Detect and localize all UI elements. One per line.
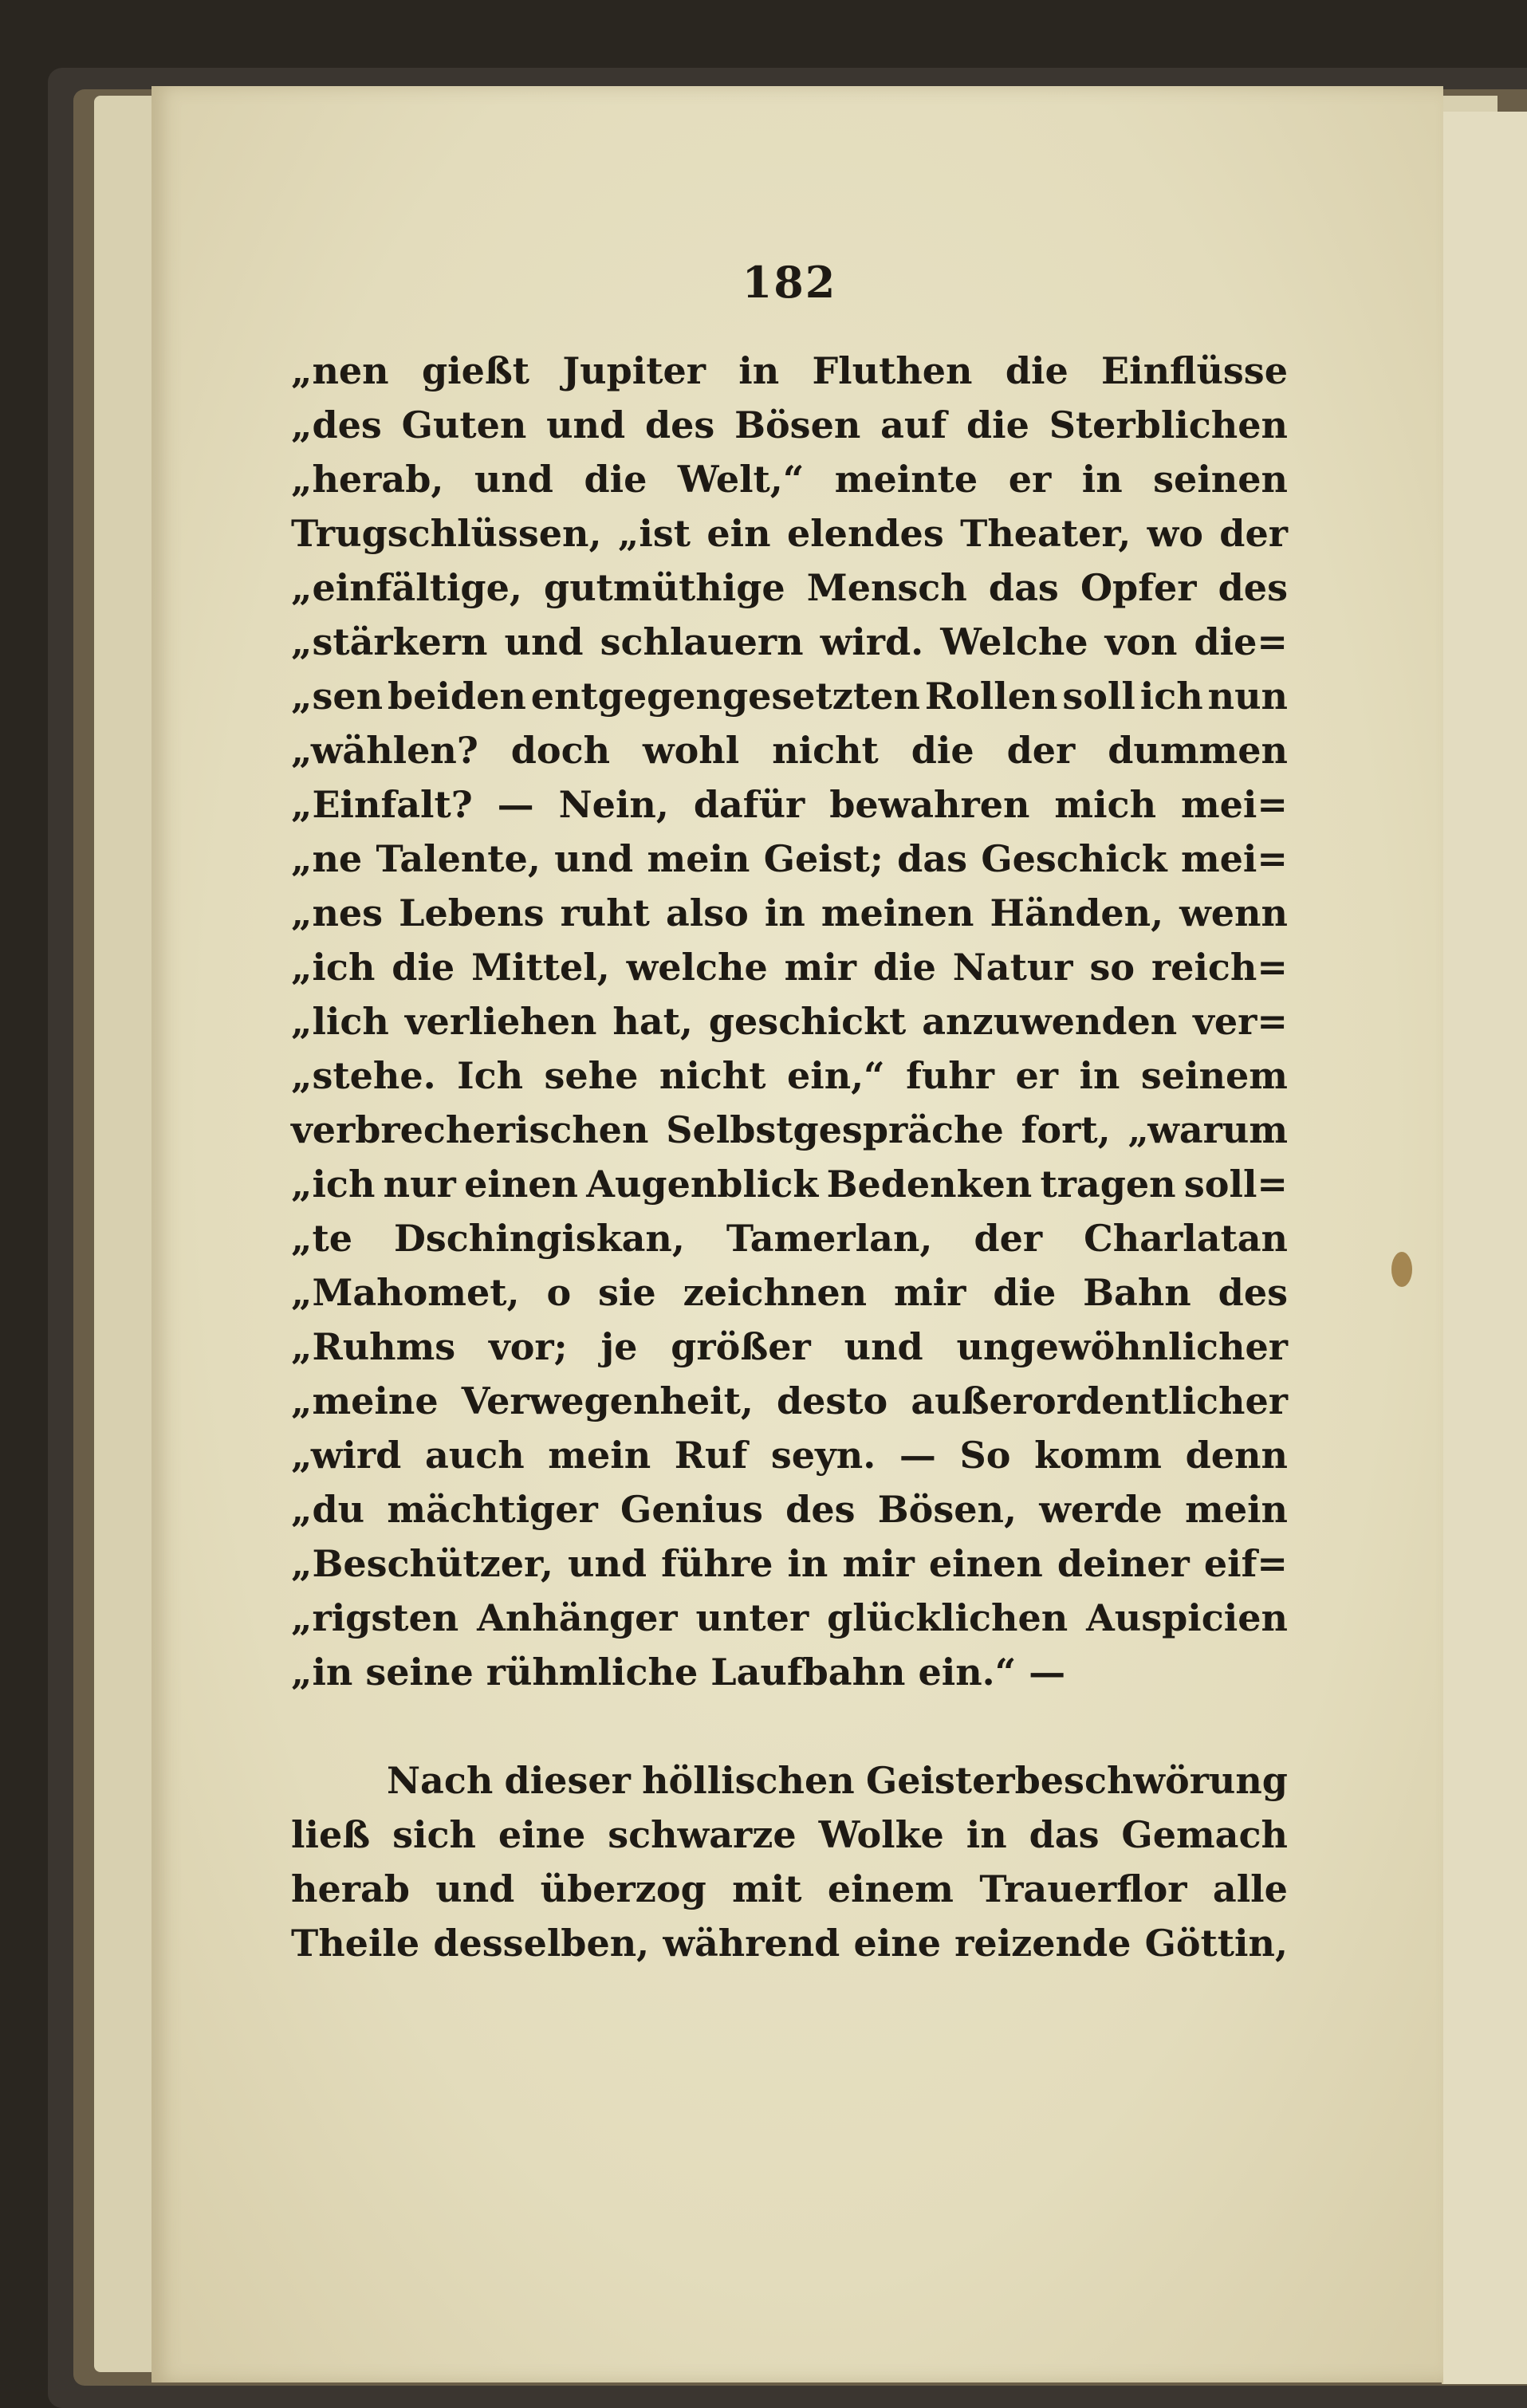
word: „in seine rühmliche Laufbahn ein.“ —: [291, 1651, 1066, 1694]
word: verliehen: [404, 1000, 597, 1043]
word: zeichnen: [683, 1271, 868, 1314]
text-line: [291, 1542, 1288, 1596]
word: die: [584, 458, 647, 501]
word: Theile: [291, 1922, 420, 1965]
word: „ne: [291, 837, 363, 880]
word: mei=: [1180, 783, 1288, 826]
word: Natur: [952, 946, 1073, 989]
word: des: [785, 1488, 856, 1531]
word: „Beschützer,: [291, 1542, 553, 1585]
word: von: [1104, 620, 1178, 663]
word: wohl: [643, 729, 740, 772]
word: in: [966, 1813, 1007, 1856]
word: in: [787, 1542, 828, 1585]
word: dafür: [693, 783, 805, 826]
word: „nes: [291, 891, 384, 934]
word: also: [665, 891, 749, 934]
word: einem: [827, 1867, 954, 1910]
word: tragen: [1040, 1163, 1176, 1206]
word: die: [911, 729, 974, 772]
word: nun: [1207, 675, 1288, 718]
word: Genius: [620, 1488, 763, 1531]
word: verbrecherischen: [291, 1108, 649, 1151]
word: eine: [498, 1813, 586, 1856]
word: Fluthen: [812, 349, 973, 392]
word: einen: [928, 1542, 1043, 1585]
word: mei=: [1180, 837, 1288, 880]
word: meinte: [834, 458, 978, 501]
text-line: [291, 1271, 1288, 1325]
word: gießt: [421, 349, 530, 392]
body-text: [291, 349, 1288, 1976]
text-line: [291, 675, 1288, 729]
word: sehe: [544, 1054, 639, 1097]
word: nicht: [659, 1054, 766, 1097]
word: „einfältige,: [291, 566, 522, 609]
word: die: [392, 946, 455, 989]
word: der: [1006, 729, 1076, 772]
word: der: [974, 1217, 1043, 1260]
word: Gemach: [1121, 1813, 1288, 1856]
word: in: [764, 891, 805, 934]
word: fort,: [1021, 1108, 1111, 1151]
word: Selbstgespräche: [666, 1108, 1004, 1151]
word: Augenblick: [586, 1163, 819, 1206]
word: er: [1015, 1054, 1059, 1097]
word: mächtiger: [387, 1488, 598, 1531]
word: alle: [1212, 1867, 1288, 1910]
word: glücklichen: [827, 1596, 1069, 1639]
text-line: [291, 403, 1288, 458]
text-line: [291, 1759, 1288, 1813]
text-line: [291, 891, 1288, 946]
word: eine: [853, 1922, 941, 1965]
word: überzog: [540, 1867, 706, 1910]
word: mich: [1054, 783, 1157, 826]
text-line: [291, 512, 1288, 566]
word: Händen,: [990, 891, 1164, 934]
word: Welche: [940, 620, 1088, 663]
paper-stain: [1391, 1252, 1412, 1287]
word: Bedenken: [826, 1163, 1033, 1206]
text-line: [291, 1325, 1288, 1379]
word: wenn: [1179, 891, 1288, 934]
word: nicht: [772, 729, 879, 772]
word: „Mahomet,: [291, 1271, 520, 1314]
word: Nach: [387, 1759, 494, 1802]
word: denn: [1185, 1434, 1288, 1477]
paragraph-break: [291, 1705, 1288, 1759]
text-line: [291, 1596, 1288, 1651]
word: führe: [661, 1542, 773, 1585]
word: seinen: [1153, 458, 1288, 501]
word: und: [504, 620, 584, 663]
text-line: [291, 620, 1288, 675]
word: Welt,“: [677, 458, 805, 501]
word: und: [474, 458, 553, 501]
word: wo: [1147, 512, 1203, 555]
text-line-last: [291, 1651, 1288, 1705]
word: Theater,: [960, 512, 1131, 555]
word: nur: [383, 1163, 456, 1206]
word: des: [644, 403, 715, 447]
word: entgegengesetzten: [530, 675, 920, 718]
word: während: [663, 1922, 840, 1965]
word: sie: [598, 1271, 656, 1314]
word: Nein,: [558, 783, 669, 826]
word: Göttin,: [1144, 1922, 1288, 1965]
word: Jupiter: [562, 349, 706, 392]
word: Opfer: [1080, 566, 1197, 609]
word: Trauerflor: [979, 1867, 1187, 1910]
word: reich=: [1151, 946, 1288, 989]
word: Trugschlüssen,: [291, 512, 602, 555]
text-line: [291, 349, 1288, 403]
word: schlauern: [600, 620, 804, 663]
text-line: [291, 729, 1288, 783]
word: ich: [1139, 675, 1203, 718]
word: „stehe.: [291, 1054, 436, 1097]
word: die: [993, 1271, 1057, 1314]
text-line: [291, 1108, 1288, 1163]
word: Bahn: [1083, 1271, 1191, 1314]
text-line: [291, 458, 1288, 512]
word: höllischen: [642, 1759, 855, 1802]
word: werde: [1039, 1488, 1163, 1531]
word: „te: [291, 1217, 352, 1260]
word: Rollen: [924, 675, 1058, 718]
word: „meine: [291, 1379, 439, 1422]
word: Ruf: [674, 1434, 748, 1477]
word: Geisterbeschwörung: [865, 1759, 1288, 1802]
word: in: [1081, 458, 1123, 501]
word: in: [738, 349, 780, 392]
word: „ich: [291, 946, 376, 989]
word: mein: [1185, 1488, 1288, 1531]
word: mir: [784, 946, 857, 989]
word: ein,“: [786, 1054, 885, 1097]
word: bewahren: [829, 783, 1030, 826]
word: mein: [647, 837, 750, 880]
word: Einflüsse: [1101, 349, 1288, 392]
word: „rigsten: [291, 1596, 459, 1639]
word: das: [988, 566, 1059, 609]
word: des: [1218, 566, 1288, 609]
word: die: [1005, 349, 1069, 392]
text-line: [291, 837, 1288, 891]
word: So: [959, 1434, 1011, 1477]
word: fuhr: [906, 1054, 995, 1097]
word: „nen: [291, 349, 389, 392]
word: je: [600, 1325, 638, 1368]
word: Charlatan: [1084, 1217, 1288, 1260]
word: Geschick: [981, 837, 1167, 880]
word: mir: [842, 1542, 915, 1585]
word: ungewöhnlicher: [956, 1325, 1288, 1368]
word: „ist: [617, 512, 691, 555]
word: schwarze: [608, 1813, 797, 1856]
word: „lich: [291, 1000, 389, 1043]
word: des: [1218, 1271, 1288, 1314]
word: dummen: [1108, 729, 1288, 772]
word: auch: [424, 1434, 525, 1477]
text-line: [291, 566, 1288, 620]
word: doch: [510, 729, 611, 772]
word: größer: [671, 1325, 811, 1368]
word: dieser: [504, 1759, 631, 1802]
word: deiner: [1057, 1542, 1190, 1585]
text-line: [291, 1379, 1288, 1434]
word: und: [554, 837, 634, 880]
text-line: [291, 1867, 1288, 1922]
word: das: [897, 837, 968, 880]
text-line: [291, 1922, 1288, 1976]
word: Wolke: [818, 1813, 944, 1856]
word: elendes: [786, 512, 944, 555]
word: komm: [1034, 1434, 1162, 1477]
word: Verwegenheit,: [461, 1379, 754, 1422]
word: und: [435, 1867, 515, 1910]
word: die=: [1194, 620, 1288, 663]
word: außerordentlicher: [911, 1379, 1288, 1422]
word: Talente,: [376, 837, 541, 880]
word: anzuwenden: [922, 1000, 1178, 1043]
word: die: [872, 946, 936, 989]
word: „stärkern: [291, 620, 488, 663]
word: „herab,: [291, 458, 444, 501]
word: gutmüthige: [544, 566, 785, 609]
word: mit: [732, 1867, 802, 1910]
word: und: [568, 1542, 647, 1585]
word: ver=: [1193, 1000, 1288, 1043]
text-line: [291, 1813, 1288, 1867]
word: beiden: [388, 675, 526, 718]
text-line: [291, 1488, 1288, 1542]
word: der: [1219, 512, 1288, 555]
word: Geist;: [763, 837, 884, 880]
word: und: [546, 403, 626, 447]
word: mein: [548, 1434, 651, 1477]
word: soll=: [1183, 1163, 1288, 1206]
word: unter: [695, 1596, 809, 1639]
word: und: [844, 1325, 923, 1368]
text-line: [291, 946, 1288, 1000]
word: welche: [626, 946, 768, 989]
text-line: [291, 1000, 1288, 1054]
word: Mensch: [806, 566, 967, 609]
word: ließ: [291, 1813, 371, 1856]
word: ruht: [560, 891, 650, 934]
word: —: [899, 1434, 936, 1477]
word: die: [966, 403, 1029, 447]
text-line: [291, 1434, 1288, 1488]
word: soll: [1062, 675, 1135, 718]
word: in: [1079, 1054, 1120, 1097]
word: Dschingiskan,: [394, 1217, 685, 1260]
word: Bösen,: [877, 1488, 1017, 1531]
facing-page-edge: [1442, 112, 1527, 2384]
word: herab: [291, 1867, 410, 1910]
word: so: [1089, 946, 1135, 989]
word: desto: [776, 1379, 888, 1422]
word: sich: [392, 1813, 476, 1856]
word: das: [1029, 1813, 1100, 1856]
word: er: [1008, 458, 1052, 501]
word: hat,: [612, 1000, 693, 1043]
word: vor;: [489, 1325, 568, 1368]
text-line: [291, 1217, 1288, 1271]
word: seyn.: [770, 1434, 876, 1477]
word: Bösen: [734, 403, 861, 447]
word: desselben,: [433, 1922, 650, 1965]
word: reizende: [954, 1922, 1131, 1965]
word: „wird: [291, 1434, 402, 1477]
word: „des: [291, 403, 382, 447]
word: —: [497, 783, 534, 826]
word: Tamerlan,: [726, 1217, 933, 1260]
word: Sterblichen: [1049, 403, 1288, 447]
word: ein: [706, 512, 771, 555]
word: „sen: [291, 675, 384, 718]
text-line: [291, 1163, 1288, 1217]
word: Auspicien: [1086, 1596, 1288, 1639]
word: auf: [880, 403, 947, 447]
word: Anhänger: [477, 1596, 678, 1639]
word: geschickt: [708, 1000, 907, 1043]
text-line: [291, 783, 1288, 837]
word: einen: [464, 1163, 578, 1206]
word: Ich: [457, 1054, 524, 1097]
word: „wählen?: [291, 729, 478, 772]
word: „du: [291, 1488, 365, 1531]
word: eif=: [1203, 1542, 1288, 1585]
word: „warum: [1128, 1108, 1288, 1151]
text-line: [291, 1054, 1288, 1108]
word: Mittel,: [471, 946, 610, 989]
word: o: [546, 1271, 572, 1314]
word: Lebens: [399, 891, 545, 934]
word: „ich: [291, 1163, 376, 1206]
word: seinem: [1140, 1054, 1288, 1097]
word: „Einfalt?: [291, 783, 473, 826]
word: „Ruhms: [291, 1325, 456, 1368]
word: wird.: [820, 620, 924, 663]
word: meinen: [821, 891, 974, 934]
page-number: 182: [742, 257, 837, 308]
word: Guten: [401, 403, 527, 447]
word: mir: [894, 1271, 966, 1314]
